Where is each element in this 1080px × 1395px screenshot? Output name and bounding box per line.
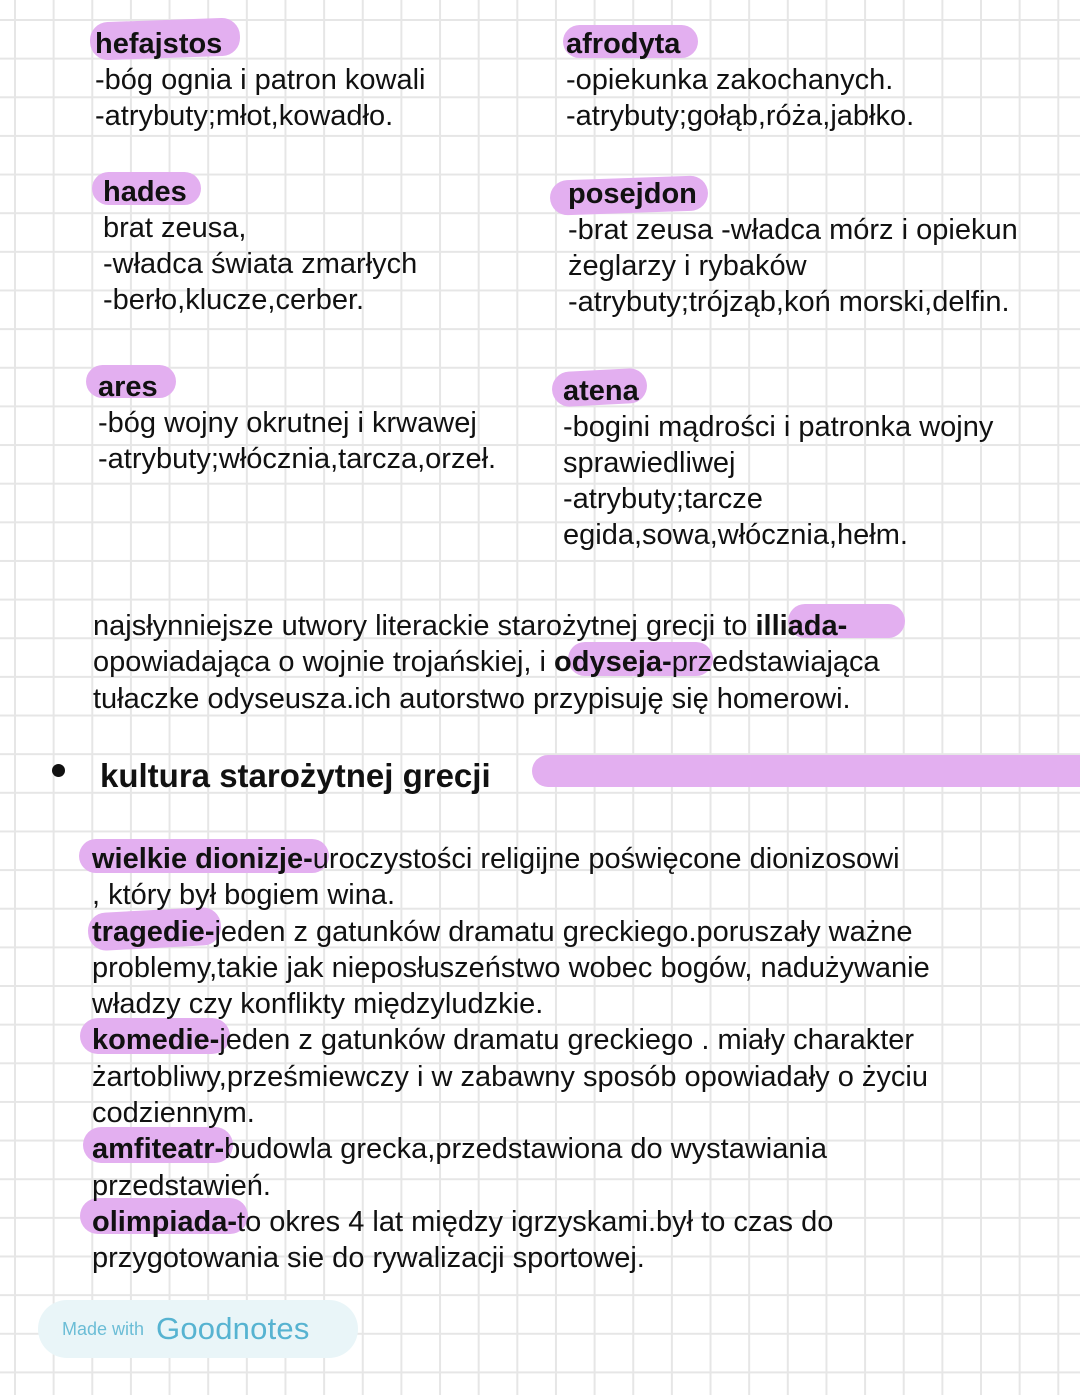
god-name: posejdon	[568, 178, 697, 210]
term-line: przygotowania sie do rywalizacji sportowej.	[92, 1242, 645, 1275]
god-name: hades	[103, 176, 187, 208]
watermark-brand-logo: Goodnotes	[156, 1311, 310, 1346]
bullet-icon	[52, 764, 65, 777]
god-line: brat zeusa,	[103, 212, 247, 244]
highlight-heading	[532, 755, 1080, 787]
term-tragedie: tragedie-	[92, 915, 215, 948]
god-line: -władca świata zmarłych	[103, 248, 418, 280]
term-olimpiada: olimpiada-	[92, 1205, 238, 1238]
god-line: -atrybuty;młot,kowadło.	[95, 100, 394, 132]
god-hades	[103, 174, 417, 318]
term-line: wielkie dionizje-uroczystości religijne poświęcone dionizosowi	[92, 843, 900, 875]
god-line: -bogini mądrości i patronka wojny	[563, 411, 994, 443]
god-posejdon	[568, 176, 1018, 320]
literature-line-2: opowiadająca o wojnie trojańskiej, i odyseja-przedstawiająca	[93, 646, 880, 679]
god-line: -opiekunka zakochanych.	[566, 64, 894, 96]
section-heading: kultura starożytnej grecji	[100, 757, 491, 794]
watermark-made-with: Made with	[62, 1318, 145, 1339]
god-name: ares	[98, 371, 158, 403]
god-atena	[563, 373, 993, 553]
term-line: komedie-jeden z gatunków dramatu greckiego . miały charakter	[92, 1024, 915, 1057]
term-line: żartobliwy,prześmiewczy i w zabawny sposób opowiadały o życiu	[92, 1060, 928, 1093]
god-line: -bóg wojny okrutnej i krwawej	[98, 407, 477, 439]
god-line: -atrybuty;trójząb,koń morski,delfin.	[568, 286, 1010, 318]
term-line: amfiteatr-budowla grecka,przedstawiona do wystawiania	[92, 1133, 828, 1166]
term-line: codziennym.	[92, 1097, 255, 1130]
term-amfiteatr: amfiteatr-	[92, 1133, 225, 1166]
god-name: hefajstos	[95, 28, 223, 60]
term-wielkie-dionizje: wielkie dionizje-	[92, 843, 313, 875]
term-line: olimpiada-to okres 4 lat między igrzyskami.był to czas do	[92, 1205, 834, 1238]
term-line: problemy,takie jak nieposłuszeństwo wobec bogów, nadużywanie	[92, 951, 930, 984]
literature-line-3: tułaczke odyseusza.ich autorstwo przypisuję się homerowi.	[93, 682, 851, 715]
term-line: władzy czy konflikty międzyludzkie.	[92, 988, 544, 1021]
term-line: , który był bogiem wina.	[92, 879, 396, 912]
term-komedie: komedie-	[92, 1024, 220, 1057]
goodnotes-watermark	[38, 1300, 358, 1358]
god-line: -atrybuty;gołąb,róża,jabłko.	[566, 100, 915, 132]
god-line: -bóg ognia i patron kowali	[95, 64, 426, 96]
literature-line-1: najsłynniejsze utwory literackie starożytnej grecji to illiada-	[93, 610, 848, 642]
god-ares	[98, 369, 496, 477]
god-line: żeglarzy i rybaków	[568, 250, 807, 282]
god-afrodyta	[566, 26, 914, 134]
term-odyseja: odyseja-	[554, 646, 672, 679]
god-line: egida,sowa,włócznia,hełm.	[563, 519, 908, 551]
god-name: afrodyta	[566, 28, 681, 60]
term-line: tragedie-jeden z gatunków dramatu greckiego.poruszały ważne	[92, 915, 913, 948]
term-illiada: illiada	[755, 610, 838, 642]
literature-paragraph	[93, 608, 880, 717]
term-line: przedstawień.	[92, 1169, 271, 1202]
god-line: sprawiedliwej	[563, 447, 736, 479]
god-name: atena	[563, 375, 639, 407]
god-hefajstos	[95, 26, 425, 134]
god-line: -berło,klucze,cerber.	[103, 284, 365, 316]
culture-terms	[92, 841, 930, 1277]
god-line: -atrybuty;tarcze	[563, 483, 763, 515]
god-line: -atrybuty;włócznia,tarcza,orzeł.	[98, 443, 497, 475]
god-line: -brat zeusa -władca mórz i opiekun	[568, 214, 1018, 246]
